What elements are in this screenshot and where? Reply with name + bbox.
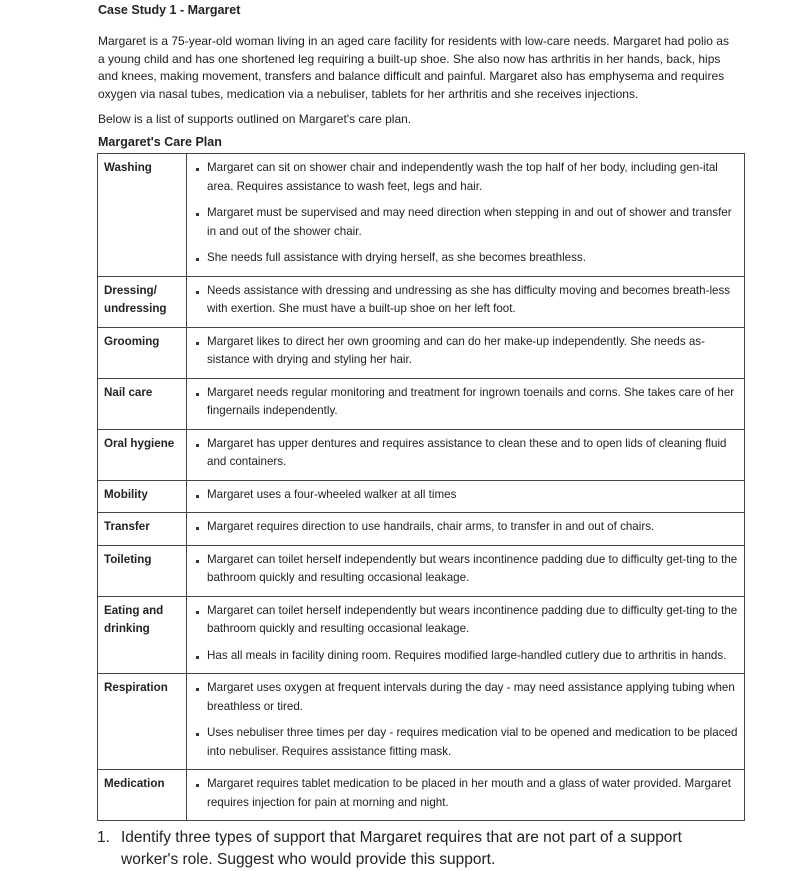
care-details (187, 513, 745, 546)
care-item: Margaret requires direction to use handrails, chair arms, to transfer in and out of chairs. (195, 518, 738, 537)
care-category: Oral hygiene (98, 429, 187, 480)
care-item: Margaret uses oxygen at frequent intervals during the day - may need assistance applying tubing when breathless or tired. (195, 679, 738, 716)
care-plan-row (98, 378, 745, 429)
care-details (187, 545, 745, 596)
care-item: Margaret likes to direct her own grooming and can do her make-up independently. She needs as-sistance with drying and styling her hair. (195, 333, 738, 370)
care-item: Margaret must be supervised and may need direction when stepping in and out of shower and transfer in and out of the shower chair. (195, 204, 738, 241)
question-number: 1. (97, 829, 110, 846)
care-plan-row (98, 429, 745, 480)
care-details (187, 327, 745, 378)
care-item: Has all meals in facility dining room. Requires modified large-handled cutlery due to arthritis in hands. (195, 647, 738, 666)
care-category: Dressing/ undressing (98, 276, 187, 327)
care-details (187, 378, 745, 429)
intro-paragraph: Margaret is a 75-year-old woman living in an aged care facility for residents with low-care needs. Margaret had polio as a young child and has one shortened leg requiring a built-up shoe. She also now has arthritis in her hands, back, hips and knees, making movement, transfers and balance difficult and painful. Margaret also has emphysema and requires oxygen via nasal tubes, medication via a nebuliser, tablets for her arthritis and she receives injections. (98, 34, 729, 101)
care-category: Medication (98, 770, 187, 821)
care-details (187, 596, 745, 674)
care-item: Margaret needs regular monitoring and treatment for ingrown toenails and corns. She takes care of her fingernails independently. (195, 384, 738, 421)
care-item: Margaret can sit on shower chair and independently wash the top half of her body, including gen-ital area. Requires assistance to wash feet, legs and hair. (195, 159, 738, 196)
document-page (97, 0, 745, 871)
care-category: Mobility (98, 480, 187, 513)
care-plan-row (98, 596, 745, 674)
care-item: Margaret can toilet herself independently but wears incontinence padding due to difficulty get-ting to the bathroom quickly and resulting occasional leakage. (195, 551, 738, 588)
care-item: Needs assistance with dressing and undressing as she has difficulty moving and becomes breath-less with exertion. She must have a built-up shoe on her left foot. (195, 282, 738, 319)
care-plan-row (98, 276, 745, 327)
question-1 (97, 827, 717, 871)
care-item: Margaret has upper dentures and requires assistance to clean these and to open lids of cleaning fluid and containers. (195, 435, 738, 472)
care-plan-title: Margaret's Care Plan (98, 135, 222, 149)
care-details (187, 429, 745, 480)
care-item: Margaret uses a four-wheeled walker at all times (195, 486, 738, 505)
question-text: Identify three types of support that Margaret requires that are not part of a support worker's role. Suggest who would provide this support. (121, 829, 682, 868)
care-plan-row (98, 513, 745, 546)
care-plan-row (98, 480, 745, 513)
care-category: Washing (98, 154, 187, 277)
care-plan-table (97, 153, 745, 821)
care-category: Transfer (98, 513, 187, 546)
care-item: She needs full assistance with drying herself, as she becomes breathless. (195, 249, 738, 268)
care-plan-row (98, 154, 745, 277)
care-plan-row (98, 674, 745, 770)
care-details (187, 480, 745, 513)
care-category: Grooming (98, 327, 187, 378)
supports-intro: Below is a list of supports outlined on Margaret's care plan. (98, 112, 412, 126)
care-details (187, 770, 745, 821)
care-details (187, 674, 745, 770)
care-category: Toileting (98, 545, 187, 596)
care-item: Uses nebuliser three times per day - requires medication vial to be opened and medication to be placed into nebuliser. Requires assistance fitting mask. (195, 724, 738, 761)
care-category: Eating and drinking (98, 596, 187, 674)
care-item: Margaret can toilet herself independently but wears incontinence padding due to difficulty get-ting to the bathroom quickly and resulting occasional leakage. (195, 602, 738, 639)
care-plan-row (98, 770, 745, 821)
care-details (187, 154, 745, 277)
case-study-title: Case Study 1 - Margaret (98, 3, 241, 17)
care-plan-row (98, 327, 745, 378)
care-category: Nail care (98, 378, 187, 429)
care-category: Respiration (98, 674, 187, 770)
care-details (187, 276, 745, 327)
care-item: Margaret requires tablet medication to be placed in her mouth and a glass of water provided. Margaret requires injection for pain at morning and night. (195, 775, 738, 812)
care-plan-row (98, 545, 745, 596)
